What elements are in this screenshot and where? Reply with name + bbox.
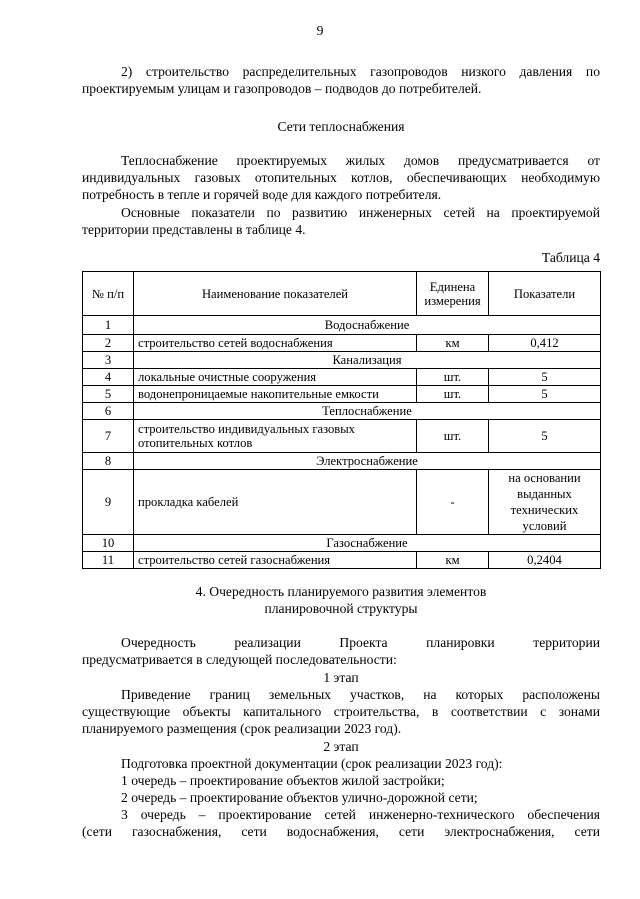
section4-title-line1: 4. Очередность планируемого развития элементов: [195, 584, 487, 599]
row-name: строительство сетей водоснабжения: [134, 335, 417, 352]
heat-heading: Сети теплоснабжения: [277, 119, 405, 134]
row-unit: шт.: [417, 386, 489, 403]
header-name: Наименование показателей: [134, 272, 417, 316]
heat-para1-line3: потребность в тепле и горячей воде для каждого потребителя.: [82, 187, 442, 202]
header-unit: Единена измерения: [417, 272, 489, 316]
row-value: 0,412: [489, 335, 601, 352]
row-value: 5: [489, 420, 601, 453]
table-row: [83, 352, 601, 369]
table-row: [83, 453, 601, 470]
stage2-line3: 2 очередь – проектирование объектов улично-дорожной сети;: [121, 790, 478, 805]
table-caption: Таблица 4: [541, 250, 600, 265]
row-section: Канализация: [134, 352, 601, 369]
page-number: 9: [316, 23, 324, 38]
row-name: строительство индивидуальных газовых отопительных котлов: [134, 420, 417, 453]
row-num: 1: [83, 316, 134, 335]
table-header-row: [83, 272, 601, 316]
row-name: прокладка кабелей: [134, 470, 417, 535]
intro-line-1: 2) строительство распределительных газопроводов низкого давления по: [121, 64, 600, 79]
stage2-line5: (сети газоснабжения, сети водоснабжения, сети электроснабжения, сети: [82, 824, 600, 839]
row-unit: шт.: [417, 420, 489, 453]
row-num: 3: [83, 352, 134, 369]
row-num: 4: [83, 369, 134, 386]
row-section: Электроснабжение: [134, 453, 601, 470]
row-num: 5: [83, 386, 134, 403]
stage1-line1: Приведение границ земельных участков, на которых расположены: [121, 687, 600, 702]
row-unit: км: [417, 335, 489, 352]
table-row: [83, 335, 601, 352]
table-row: [83, 316, 601, 335]
row-section: Газоснабжение: [134, 535, 601, 552]
heat-para2-line1: Основные показатели по развитию инженерных сетей на проектируемой: [121, 205, 600, 220]
row-num: 2: [83, 335, 134, 352]
row-num: 11: [83, 552, 134, 569]
stage2-line2: 1 очередь – проектирование объектов жилой застройки;: [121, 773, 445, 788]
row-name: водонепроницаемые накопительные емкости: [134, 386, 417, 403]
row-value: 0,2404: [489, 552, 601, 569]
stage1-line3: планируемого размещения (срок реализации 2023 год).: [82, 721, 402, 736]
row-unit: км: [417, 552, 489, 569]
stage-1-label: 1 этап: [323, 670, 359, 685]
heat-para1-line2: индивидуальных газовых отопительных котлов, обеспечивающих необходимую: [82, 170, 600, 185]
row-unit: шт.: [417, 369, 489, 386]
stage2-line1: Подготовка проектной документации (срок реализации 2023 год):: [121, 756, 503, 771]
table-row: [83, 552, 601, 569]
stage2-line4: 3 очередь – проектирование сетей инженерно-технического обеспечения: [121, 807, 600, 822]
table-row: [83, 470, 601, 535]
row-num: 7: [83, 420, 134, 453]
row-num: 6: [83, 403, 134, 420]
row-section: Теплоснабжение: [134, 403, 601, 420]
table-row: [83, 403, 601, 420]
row-value: 5: [489, 386, 601, 403]
row-section: Водоснабжение: [134, 316, 601, 335]
stage-2-label: 2 этап: [323, 739, 359, 754]
header-value: Показатели: [489, 272, 601, 316]
stage1-line2: существующие объекты капитального строительства, в соответствии с зонами: [82, 704, 600, 719]
table-row: [83, 535, 601, 552]
row-name: локальные очистные сооружения: [134, 369, 417, 386]
header-num: № п/п: [83, 272, 134, 316]
row-name: строительство сетей газоснабжения: [134, 552, 417, 569]
row-num: 8: [83, 453, 134, 470]
row-value: на основании выданных технических условий: [489, 470, 601, 535]
intro-line-2: проектируемым улицам и газопроводов – подводов до потребителей.: [82, 81, 482, 96]
row-unit: -: [417, 470, 489, 535]
table-row: [83, 386, 601, 403]
row-num: 10: [83, 535, 134, 552]
s4-p1-line2: предусматривается в следующей последовательности:: [82, 652, 397, 667]
row-value: 5: [489, 369, 601, 386]
table-row: [83, 369, 601, 386]
heat-para2-line2: территории представлены в таблице 4.: [82, 222, 306, 237]
indicators-table: [82, 271, 601, 569]
s4-p1-line1: Очередность реализации Проекта планировки территории: [121, 635, 600, 650]
row-num: 9: [83, 470, 134, 535]
table-row: [83, 420, 601, 453]
section4-title-line2: планировочной структуры: [264, 601, 418, 616]
heat-para1-line1: Теплоснабжение проектируемых жилых домов предусматривается от: [121, 153, 600, 168]
